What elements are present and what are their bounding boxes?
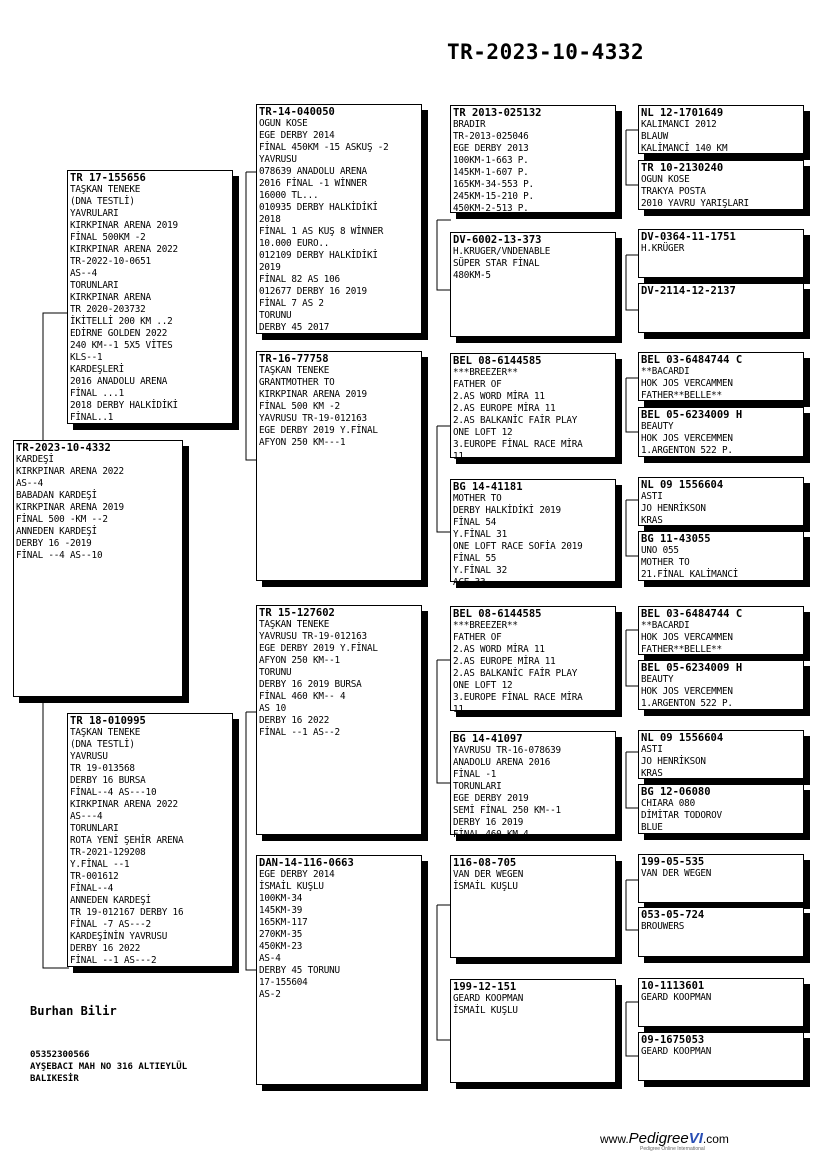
great-grandparent-header: 116-08-705 <box>453 857 517 869</box>
pedigree-text-line: FİNAL 500KM -2 <box>70 232 146 243</box>
great-grandparent-box <box>450 731 616 840</box>
logo-www: www. <box>600 1132 629 1146</box>
pedigree-text-line: 240 KM--1 5X5 VİTES <box>70 340 173 351</box>
gen4-box <box>638 907 804 957</box>
logo-pedigree: Pedigree <box>628 1130 689 1147</box>
pedigree-text-line: EGE DERBY 2019 Y.FİNAL <box>259 643 378 654</box>
pedigree-text-line: KALİMANCİ 140 KM <box>641 143 728 154</box>
pedigree-text-line: TAŞKAN TENEKE <box>259 365 330 376</box>
pedigree-text-line: AS 10 <box>259 703 286 714</box>
pedigree-text-line: HOK JOS VERCAMMEN <box>641 378 733 389</box>
grandparent-header: TR-16-77758 <box>259 353 329 365</box>
dam-lines <box>70 727 230 967</box>
gen4-header: BG 11-43055 <box>641 533 711 545</box>
subject-box <box>13 440 183 697</box>
gen4-box <box>638 477 804 526</box>
pedigree-text-line: KALIMANCI 2012 <box>641 119 717 130</box>
pedigree-text-line: 2018 <box>259 214 281 225</box>
pedigree-text-line: VAN DER WEGEN <box>641 868 712 879</box>
great-grandparent-box <box>450 479 616 588</box>
pedigree-text-line: TORUNLARI <box>70 280 119 291</box>
owner-phone: 05352300566 <box>30 1050 90 1060</box>
pedigree-text-line: ACE 33 <box>453 577 486 588</box>
pedigree-text-line: OGUN KOSE <box>641 174 690 185</box>
pedigree-text-line: BABADAN KARDEŞİ <box>16 490 97 501</box>
great-grandparent-header: TR 2013-025132 <box>453 107 542 119</box>
pedigree-text-line: 010935 DERBY HALKİDİKİ <box>259 202 378 213</box>
pedigree-text-line: HOK JOS VERCEMMEN <box>641 686 733 697</box>
pedigree-text-line: DERBY 16 2019 BURSA <box>259 679 362 690</box>
pedigree-text-line: 100KM-1-663 P. <box>453 155 529 166</box>
pedigree-text-line: 16000 TL... <box>259 190 319 201</box>
pedigree-text-line: AS--4 <box>16 478 43 489</box>
pedigree-text-line: KRAS <box>641 515 663 526</box>
pedigree-text-line: H.KRÜGER <box>641 243 685 254</box>
pedigree-text-line: EGE DERBY 2019 <box>453 793 529 804</box>
pedigree-text-line: EDİRNE GOLDEN 2022 <box>70 328 168 339</box>
pedigree-text-line: FİNAL..1 <box>70 412 114 423</box>
pedigree-text-line: 2.AS WORD MİRA 11 <box>453 644 545 655</box>
great-grandparent-lines <box>453 869 613 893</box>
owner-address-line2: BALIKESİR <box>30 1074 79 1084</box>
pedigree-text-line: TAŞKAN TENEKE <box>259 619 330 630</box>
gen4-header: 199-05-535 <box>641 856 705 868</box>
owner-name: Burhan Bilir <box>30 1004 117 1018</box>
great-grandparent-box <box>450 105 616 213</box>
gen4-box <box>638 606 804 655</box>
pedigree-text-line: KIRKPINAR ARENA 2022 <box>70 799 178 810</box>
pedigree-text-line: (DNA TESTLİ) <box>70 739 135 750</box>
pedigree-text-line: 2.AS BALKANİC FAİR PLAY <box>453 668 578 679</box>
subject-header: TR-2023-10-4332 <box>16 442 111 454</box>
gen4-box <box>638 160 804 210</box>
subject-lines <box>16 454 180 562</box>
pedigree-text-line: İSMAİL KUŞLU <box>453 881 518 892</box>
pedigree-text-line: DERBY 16 2022 <box>70 943 141 954</box>
pedigree-text-line: ONE LOFT 12 <box>453 680 513 691</box>
pedigree-text-line: ANADOLU ARENA 2016 <box>453 757 551 768</box>
pedigree-text-line: TR-2021-129208 <box>70 847 146 858</box>
pedigree-text-line: 2.AS EUROPE MİRA 11 <box>453 403 556 414</box>
pedigree-text-line: AS---4 <box>70 811 103 822</box>
pedigree-text-line: FİNAL 55 <box>453 553 497 564</box>
pedigree-text-line: FİNAL 82 AS 106 <box>259 274 340 285</box>
pedigree-text-line: 17-155604 <box>259 977 308 988</box>
gen4-box <box>638 1032 804 1081</box>
pedigree-text-line: TRAKYA POSTA <box>641 186 706 197</box>
pedigree-text-line: KIRKPINAR ARENA <box>70 292 151 303</box>
pedigree-text-line: ANNEDEN KARDEŞİ <box>16 526 97 537</box>
pedigree-text-line: 1.ARGENTON 522 P. <box>641 445 733 456</box>
gen4-lines <box>641 744 801 780</box>
pedigree-text-line: HOK JOS VERCAMMEN <box>641 632 733 643</box>
great-grandparent-lines <box>453 119 613 215</box>
pedigree-text-line: (DNA TESTLİ) <box>70 196 135 207</box>
pedigree-text-line: FATHER OF <box>453 379 502 390</box>
pedigree-text-line: ASTI <box>641 491 663 502</box>
pedigree-text-line: İKİTELLİ 200 KM ..2 <box>70 316 173 327</box>
gen4-header: NL 12-1701649 <box>641 107 724 119</box>
pedigree-text-line: AS-4 <box>259 953 281 964</box>
pedigree-text-line: FİNAL 450KM -15 ASKUŞ -2 <box>259 142 389 153</box>
pedigree-text-line: JO HENRİKSON <box>641 756 706 767</box>
pedigree-text-line: GRANTMOTHER TO <box>259 377 335 388</box>
gen4-lines <box>641 1046 801 1058</box>
page-title: TR-2023-10-4332 <box>447 40 645 64</box>
pedigree-text-line: TORUNLARI <box>70 823 119 834</box>
pedigree-text-line: BEAUTY <box>641 674 674 685</box>
gen4-box <box>638 352 804 401</box>
pedigree-text-line: TR-001612 <box>70 871 119 882</box>
gen4-box <box>638 660 804 710</box>
pedigree-text-line: FİNAL --4 AS--10 <box>16 550 103 561</box>
gen4-box <box>638 283 804 333</box>
pedigree-text-line: KIRKPINAR ARENA 2022 <box>16 466 124 477</box>
pedigree-text-line: FİNAL 500 KM -2 <box>259 401 340 412</box>
pedigree-text-line: GEARD KOOPMAN <box>453 993 524 1004</box>
great-grandparent-header: BEL 08-6144585 <box>453 608 542 620</box>
pedigree-text-line: 2018 DERBY HALKİDİKİ <box>70 400 178 411</box>
grandparent-lines <box>259 869 419 1001</box>
pedigree-text-line: 078639 ANADOLU ARENA <box>259 166 367 177</box>
pedigree-text-line: FİNAL -1 <box>453 769 497 780</box>
great-grandparent-box <box>450 979 616 1083</box>
pedigree-text-line: YAVRUSU TR-19-012163 <box>259 631 367 642</box>
pedigree-text-line: DİMİTAR TODOROV <box>641 810 722 821</box>
gen4-box <box>638 784 804 834</box>
great-grandparent-header: BG 14-41181 <box>453 481 523 493</box>
pedigree-text-line: HOK JOS VERCEMMEN <box>641 433 733 444</box>
pedigree-text-line: KIRKPINAR ARENA 2019 <box>259 389 367 400</box>
pedigree-text-line: 2.AS WORD MİRA 11 <box>453 391 545 402</box>
gen4-lines <box>641 174 801 210</box>
pedigree-text-line: FATHER**BELLE** <box>641 390 722 401</box>
great-grandparent-lines <box>453 620 613 716</box>
gen4-box <box>638 730 804 779</box>
pedigree-text-line: DERBY 16 BURSA <box>70 775 146 786</box>
gen4-lines <box>641 366 801 402</box>
pedigree-text-line: 100KM-34 <box>259 893 303 904</box>
gen4-header: BEL 05-6234009 H <box>641 662 743 674</box>
pedigree-text-line: 3.EUROPE FİNAL RACE MİRA <box>453 692 583 703</box>
pedigree-text-line: EGE DERBY 2014 <box>259 130 335 141</box>
gen4-lines <box>641 545 801 581</box>
pedigree-text-line: ***BREEZER** <box>453 367 518 378</box>
pedigree-text-line: 270KM-35 <box>259 929 303 940</box>
pedigree-text-line: 10.000 EURO.. <box>259 238 330 249</box>
pedigree-text-line: ONE LOFT RACE SOFİA 2019 <box>453 541 583 552</box>
pedigree-text-line: 2019 <box>259 262 281 273</box>
pedigree-text-line: YAVRUSU TR-16-078639 <box>453 745 561 756</box>
gen4-header: BEL 03-6484744 C <box>641 608 743 620</box>
pedigree-text-line: KARDEŞİNİN YAVRUSU <box>70 931 168 942</box>
pedigree-text-line: BLUE <box>641 822 663 833</box>
gen4-header: TR 10-2130240 <box>641 162 724 174</box>
great-grandparent-header: BEL 08-6144585 <box>453 355 542 367</box>
pedigree-text-line: BROUWERS <box>641 921 685 932</box>
pedigree-text-line: FİNAL --1 AS---2 <box>70 955 157 966</box>
pedigree-text-line: DERBY HALKİDİKİ 2019 <box>453 505 561 516</box>
pedigree-text-line: UNO 055 <box>641 545 679 556</box>
pedigree-text-line: SÜPER STAR FİNAL <box>453 258 540 269</box>
gen4-box <box>638 531 804 581</box>
pedigree-text-line: AS-2 <box>259 989 281 1000</box>
pedigree-text-line: 145KM-39 <box>259 905 303 916</box>
pedigree-text-line: FİNAL 460 KM 4 <box>453 829 529 840</box>
gen4-header: 053-05-724 <box>641 909 705 921</box>
grandparent-box <box>256 351 422 581</box>
pedigree-text-line: 245KM-15-210 P. <box>453 191 534 202</box>
pedigree-text-line: DERBY 16 -2019 <box>16 538 92 549</box>
great-grandparent-lines <box>453 246 613 282</box>
pedigreevi-logo <box>600 1130 729 1152</box>
grandparent-lines <box>259 619 419 739</box>
great-grandparent-box <box>450 353 616 462</box>
pedigree-text-line: FİNAL 7 AS 2 <box>259 298 324 309</box>
pedigree-text-line: TR 2020-203732 <box>70 304 146 315</box>
grandparent-lines <box>259 118 419 334</box>
gen4-box <box>638 105 804 154</box>
pedigree-text-line: TORUNU <box>259 667 292 678</box>
pedigree-text-line: 2.AS EUROPE MİRA 11 <box>453 656 556 667</box>
great-grandparent-header: 199-12-151 <box>453 981 517 993</box>
pedigree-text-line: TORUNU <box>259 310 292 321</box>
pedigree-text-line: 2010 YAVRU YARIŞLARI <box>641 198 749 209</box>
pedigree-text-line: KARDEŞLERİ <box>70 364 124 375</box>
gen4-header: 10-1113601 <box>641 980 705 992</box>
pedigree-text-line: SEMİ FİNAL 250 KM--1 <box>453 805 561 816</box>
pedigree-text-line: FİNAL ...1 <box>70 388 124 399</box>
great-grandparent-box <box>450 855 616 958</box>
pedigree-text-line: KARDEŞİ <box>16 454 54 465</box>
pedigree-text-line: 165KM-117 <box>259 917 308 928</box>
pedigree-text-line: DERBY 16 2022 <box>259 715 330 726</box>
gen4-lines <box>641 620 801 656</box>
pedigree-text-line: MOTHER TO <box>641 557 690 568</box>
logo-vi: VI <box>688 1130 703 1147</box>
gen4-header: 09-1675053 <box>641 1034 705 1046</box>
gen4-header: NL 09 1556604 <box>641 479 724 491</box>
pedigree-text-line: 450KM-2-513 P. <box>453 203 529 214</box>
pedigree-text-line: 450KM-23 <box>259 941 303 952</box>
pedigree-text-line: 1.ARGENTON 522 P. <box>641 698 733 709</box>
pedigree-text-line: 2016 ANADOLU ARENA <box>70 376 168 387</box>
pedigree-text-line: FİNAL --1 AS--2 <box>259 727 340 738</box>
pedigree-text-line: TR-2013-025046 <box>453 131 529 142</box>
gen4-lines <box>641 992 801 1004</box>
pedigree-text-line: FATHER OF <box>453 632 502 643</box>
pedigree-text-line: FATHER**BELLE** <box>641 644 722 655</box>
pedigree-text-line: CHIARA 080 <box>641 798 695 809</box>
pedigree-text-line: OGUN KOSE <box>259 118 308 129</box>
pedigree-text-line: GEARD KOOPMAN <box>641 1046 712 1057</box>
pedigree-text-line: KRAS <box>641 768 663 779</box>
gen4-header: BEL 03-6484744 C <box>641 354 743 366</box>
sire-header: TR 17-155656 <box>70 172 146 184</box>
pedigree-text-line: YAVRULARI <box>70 208 119 219</box>
pedigree-text-line: MOTHER TO <box>453 493 502 504</box>
gen4-box <box>638 229 804 278</box>
pedigree-text-line: YAVRUSU TR-19-012163 <box>259 413 367 424</box>
pedigree-text-line: İSMAİL KUŞLU <box>259 881 324 892</box>
gen4-lines <box>641 243 801 255</box>
pedigree-text-line: TAŞKAN TENEKE <box>70 184 141 195</box>
owner-address-line1: AYŞEBACI MAH NO 316 ALTIEYLÜL <box>30 1062 188 1072</box>
pedigree-text-line: 012677 DERBY 16 2019 <box>259 286 367 297</box>
pedigree-text-line: H.KRUGER/VNDENABLE <box>453 246 551 257</box>
pedigree-text-line: ROTA YENİ ŞEHİR ARENA <box>70 835 184 846</box>
pedigree-text-line: BLAUW <box>641 131 668 142</box>
dam-header: TR 18-010995 <box>70 715 146 727</box>
pedigree-text-line: FİNAL 460 KM-- 4 <box>259 691 346 702</box>
great-grandparent-box <box>450 232 616 337</box>
pedigree-text-line: **BACARDI <box>641 620 690 631</box>
pedigree-text-line: TR 19-012167 DERBY 16 <box>70 907 184 918</box>
pedigree-text-line: ***BREEZER** <box>453 620 518 631</box>
pedigree-text-line: TR 19-013568 <box>70 763 135 774</box>
gen4-header: NL 09 1556604 <box>641 732 724 744</box>
logo-com: .com <box>702 1132 729 1146</box>
pedigree-text-line: FİNAL 1 AS KUŞ 8 WİNNER <box>259 226 384 237</box>
great-grandparent-lines <box>453 993 613 1017</box>
pedigree-text-line: KLS--1 <box>70 352 103 363</box>
pedigree-text-line: İSMAİL KUŞLU <box>453 1005 518 1016</box>
pedigree-text-line: DERBY 16 2019 <box>453 817 524 828</box>
grandparent-box <box>256 605 422 835</box>
gen4-box <box>638 407 804 457</box>
pedigree-text-line: EGE DERBY 2019 Y.FİNAL <box>259 425 378 436</box>
pedigree-text-line: DERBY 45 TORUNU <box>259 965 340 976</box>
gen4-lines <box>641 921 801 933</box>
great-grandparent-lines <box>453 493 613 589</box>
pedigree-text-line: AFYON 250 KM---1 <box>259 437 346 448</box>
pedigree-text-line: Y.FİNAL 31 <box>453 529 507 540</box>
pedigree-text-line: Y.FİNAL --1 <box>70 859 130 870</box>
pedigree-text-line: AS--4 <box>70 268 97 279</box>
grandparent-box <box>256 104 422 334</box>
gen4-header: BG 12-06080 <box>641 786 711 798</box>
gen4-box <box>638 854 804 903</box>
gen4-lines <box>641 119 801 155</box>
grandparent-lines <box>259 365 419 449</box>
gen4-header: DV-2114-12-2137 <box>641 285 736 297</box>
gen4-box <box>638 978 804 1027</box>
pedigree-text-line: 2.AS BALKANİC FAİR PLAY <box>453 415 578 426</box>
pedigree-text-line: KIRKPINAR ARENA 2019 <box>16 502 124 513</box>
pedigree-text-line: ONE LOFT 12 <box>453 427 513 438</box>
pedigree-text-line: FİNAL--4 <box>70 883 114 894</box>
pedigree-text-line: 3.EUROPE FİNAL RACE MİRA <box>453 439 583 450</box>
pedigree-text-line: VAN DER WEGEN <box>453 869 524 880</box>
pedigree-text-line: BEAUTY <box>641 421 674 432</box>
dam-box <box>67 713 233 967</box>
pedigree-text-line: 21.FİNAL KALİMANCİ <box>641 569 739 580</box>
grandparent-header: TR 15-127602 <box>259 607 335 619</box>
great-grandparent-lines <box>453 367 613 463</box>
great-grandparent-header: DV-6002-13-373 <box>453 234 542 246</box>
pedigree-text-line: 165KM-34-553 P. <box>453 179 534 190</box>
pedigree-text-line: 480KM-5 <box>453 270 491 281</box>
pedigree-text-line: Y.FİNAL 32 <box>453 565 507 576</box>
pedigree-text-line: AFYON 250 KM--1 <box>259 655 340 666</box>
gen4-lines <box>641 798 801 834</box>
logo-tagline: Pedigree Online International <box>640 1146 705 1152</box>
pedigree-text-line: TORUNLARI <box>453 781 502 792</box>
pedigree-text-line: FİNAL -7 AS---2 <box>70 919 151 930</box>
sire-box <box>67 170 233 424</box>
pedigree-text-line: FİNAL 54 <box>453 517 497 528</box>
pedigree-text-line: 11 <box>453 704 464 715</box>
pedigree-text-line: 11 <box>453 451 464 462</box>
pedigree-text-line: DERBY 45 2017 <box>259 322 330 333</box>
pedigree-text-line: FİNAL 500 -KM --2 <box>16 514 108 525</box>
pedigree-text-line: 2016 FİNAL -1 WİNNER <box>259 178 367 189</box>
grandparent-header: DAN-14-116-0663 <box>259 857 354 869</box>
pedigree-text-line: JO HENRİKSON <box>641 503 706 514</box>
great-grandparent-lines <box>453 745 613 841</box>
pedigree-text-line: KIRKPINAR ARENA 2019 <box>70 220 178 231</box>
pedigree-text-line: YAVRUSU <box>70 751 108 762</box>
great-grandparent-header: BG 14-41097 <box>453 733 523 745</box>
gen4-header: BEL 05-6234009 H <box>641 409 743 421</box>
pedigree-text-line: BRADIR <box>453 119 486 130</box>
pedigree-text-line: EGE DERBY 2013 <box>453 143 529 154</box>
pedigree-text-line: EGE DERBY 2014 <box>259 869 335 880</box>
pedigree-text-line: FİNAL--4 AS---10 <box>70 787 157 798</box>
gen4-lines <box>641 421 801 457</box>
pedigree-text-line: ANNEDEN KARDEŞİ <box>70 895 151 906</box>
sire-lines <box>70 184 230 424</box>
pedigree-text-line: **BACARDI <box>641 366 690 377</box>
pedigree-text-line: KIRKPINAR ARENA 2022 <box>70 244 178 255</box>
pedigree-text-line: TAŞKAN TENEKE <box>70 727 141 738</box>
gen4-lines <box>641 868 801 880</box>
pedigree-text-line: TR-2022-10-0651 <box>70 256 151 267</box>
pedigree-text-line: 145KM-1-607 P. <box>453 167 529 178</box>
pedigree-text-line: 012109 DERBY HALKİDİKİ <box>259 250 378 261</box>
grandparent-header: TR-14-040050 <box>259 106 335 118</box>
pedigree-text-line: ASTI <box>641 744 663 755</box>
pedigree-text-line: GEARD KOOPMAN <box>641 992 712 1003</box>
gen4-lines <box>641 491 801 527</box>
grandparent-box <box>256 855 422 1085</box>
gen4-lines <box>641 674 801 710</box>
gen4-header: DV-0364-11-1751 <box>641 231 736 243</box>
pedigree-text-line: YAVRUSU <box>259 154 297 165</box>
great-grandparent-box <box>450 606 616 715</box>
